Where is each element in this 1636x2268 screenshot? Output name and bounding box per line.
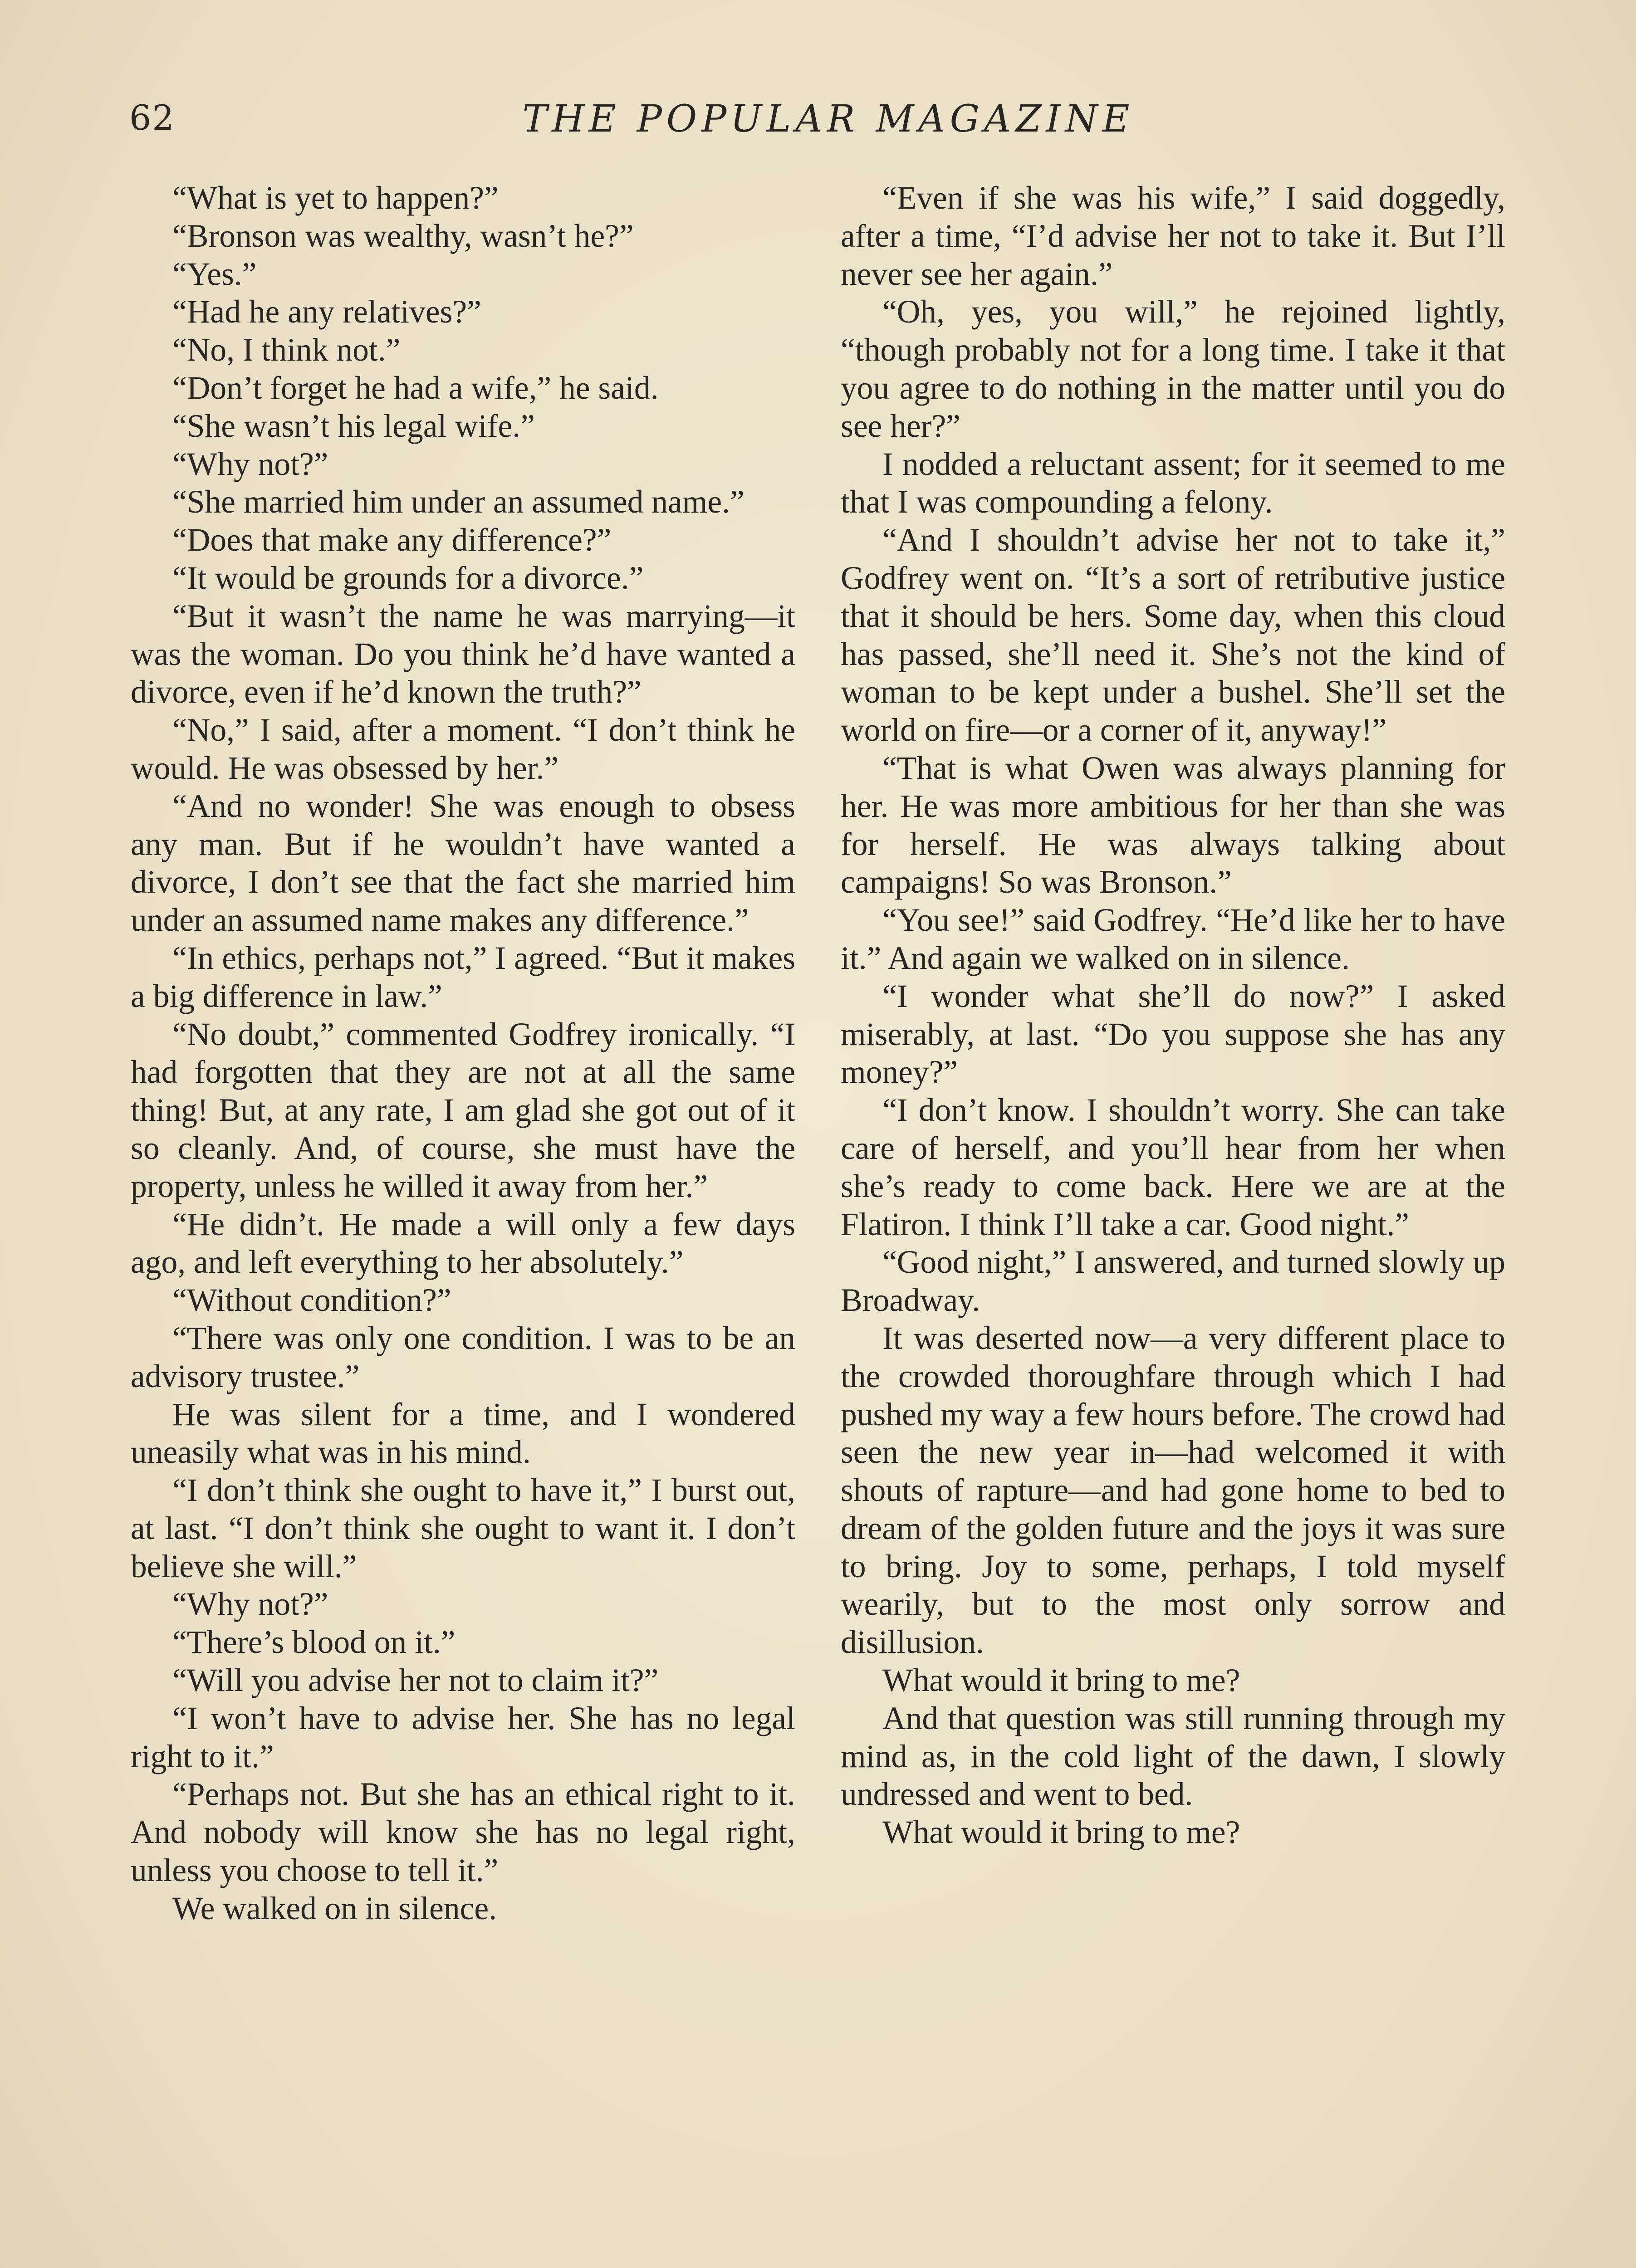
- page-number: 62: [129, 98, 175, 138]
- paragraph: And that question was still running through my mind as, in the cold light of the dawn, I slowly undressed and went to bed.: [841, 1700, 1505, 1813]
- paragraph: “She wasn’t his legal wife.”: [172, 408, 535, 444]
- paragraph: “And I shouldn’t advise her not to take it,” Godfrey went on. “It’s a sort of retributive justice that it should be hers. Some day, when this cloud has passed, she’ll need it. She’s not the kind of woman to be kept under a bushel. She’ll set the world on fire—or a corner of it, anyway!”: [841, 522, 1505, 748]
- running-title: THE POPULAR MAGAZINE: [522, 98, 1134, 141]
- paragraph: “Bronson was wealthy, wasn’t he?”: [172, 218, 634, 254]
- paragraph: “Perhaps not. But she has an ethical right to it. And nobody will know she has no legal right, unless you choose to tell it.”: [131, 1776, 795, 1889]
- paragraph: “You see!” said Godfrey. “He’d like her to have it.” And again we walked on in silence.: [841, 902, 1505, 976]
- paragraph: “Had he any relatives?”: [172, 294, 481, 330]
- paragraph: “But it wasn’t the name he was marrying—it was the woman. Do you think he’d have wanted a divorce, even if he’d known the truth?”: [131, 598, 795, 710]
- paragraph: “Does that make any difference?”: [172, 522, 612, 558]
- paragraph: “No, I think not.”: [172, 332, 401, 368]
- paragraph: “Even if she was his wife,” I said doggedly, after a time, “I’d advise her not to take it. But I’ll never see her again.”: [841, 180, 1505, 292]
- paragraph: What would it bring to me?: [882, 1814, 1240, 1851]
- paragraph: He was silent for a time, and I wondered uneasily what was in his mind.: [131, 1396, 795, 1471]
- page-header: [129, 98, 1527, 152]
- paragraph: “And no wonder! She was enough to obsess any man. But if he wouldn’t have wanted a divorce, I don’t see that the fact she married him under an assumed name makes any difference.”: [131, 788, 795, 938]
- paragraph: “Why not?”: [172, 446, 328, 482]
- paragraph: We walked on in silence.: [172, 1890, 497, 1926]
- paragraph: “It would be grounds for a divorce.”: [172, 560, 644, 596]
- right-text-column: [841, 179, 1505, 2268]
- paragraph: “I won’t have to advise her. She has no legal right to it.”: [131, 1700, 795, 1774]
- paragraph: “I wonder what she’ll do now?” I asked miserably, at last. “Do you suppose she has any money?”: [841, 978, 1505, 1090]
- paragraph: “What is yet to happen?”: [172, 180, 499, 216]
- paragraph: “In ethics, perhaps not,” I agreed. “But it makes a big difference in law.”: [131, 940, 795, 1014]
- paragraph: “Oh, yes, you will,” he rejoined lightly, “though probably not for a long time. I take it that you agree to do nothing in the matter until you do see her?”: [841, 294, 1505, 444]
- paragraph: “There was only one condition. I was to be an advisory trustee.”: [131, 1320, 795, 1394]
- paragraph: “Without condition?”: [172, 1282, 451, 1319]
- paragraph: “No doubt,” commented Godfrey ironically. “I had forgotten that they are not at all the same thing! But, at any rate, I am glad she got out of it so cleanly. And, of course, she must have the property, unless he willed it away from her.”: [131, 1016, 795, 1204]
- paragraph: What would it bring to me?: [882, 1662, 1240, 1699]
- paragraph: “He didn’t. He made a will only a few days ago, and left everything to her absolutely.”: [131, 1206, 795, 1281]
- paragraph: I nodded a reluctant assent; for it seemed to me that I was compounding a felony.: [841, 446, 1505, 520]
- paragraph: “Yes.”: [172, 256, 257, 292]
- left-text-column: [131, 179, 795, 2268]
- paragraph: “That is what Owen was always planning for her. He was more ambitious for her than she was for herself. He was always talking about campaigns! So was Bronson.”: [841, 750, 1505, 900]
- paragraph: “Good night,” I answered, and turned slowly up Broadway.: [841, 1244, 1505, 1319]
- paragraph: “No,” I said, after a moment. “I don’t think he would. He was obsessed by her.”: [131, 712, 795, 786]
- paragraph: “I don’t know. I shouldn’t worry. She can take care of herself, and you’ll hear from her when she’s ready to come back. Here we are at the Flatiron. I think I’ll take a car. Good night.”: [841, 1092, 1505, 1242]
- paragraph: It was deserted now—a very different place to the crowded thoroughfare through which I had pushed my way a few hours before. The crowd had seen the new year in—had welcomed it with shouts of rapture—and had gone home to bed to dream of the golden future and the joys it was sure to bring. Joy to some, perhaps, I told myself wearily, but to the most only sorrow and disillusion.: [841, 1320, 1505, 1661]
- paragraph: “Why not?”: [172, 1586, 328, 1623]
- paragraph: “Don’t forget he had a wife,” he said.: [172, 370, 659, 406]
- paragraph: “She married him under an assumed name.”: [172, 484, 745, 520]
- paragraph: “There’s blood on it.”: [172, 1624, 456, 1661]
- paragraph: “Will you advise her not to claim it?”: [172, 1662, 659, 1699]
- paragraph: “I don’t think she ought to have it,” I burst out, at last. “I don’t think she ought to want it. I don’t believe she will.”: [131, 1472, 795, 1584]
